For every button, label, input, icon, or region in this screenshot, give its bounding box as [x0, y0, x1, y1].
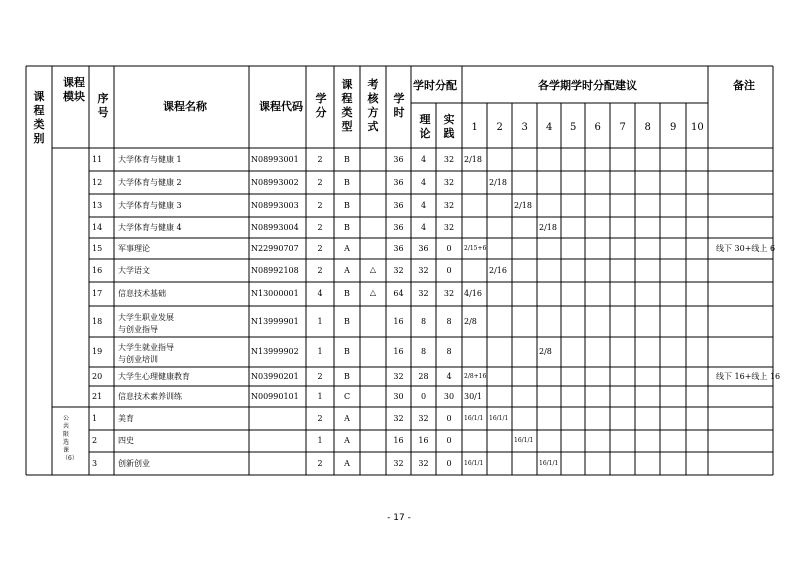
row-semester-2: 2/18	[489, 177, 507, 187]
row-course-code: N08992108	[251, 265, 299, 275]
row-course-name: 大学体育与健康 3	[118, 200, 182, 210]
row-assessment: △	[369, 288, 377, 297]
row-seq: 1	[92, 413, 98, 423]
row-seq: 17	[92, 289, 103, 298]
row-seq: 13	[92, 200, 103, 210]
row-practice: 0	[446, 265, 452, 275]
row-practice: 4	[446, 371, 452, 381]
row-type: A	[344, 413, 350, 423]
row-practice: 32	[443, 289, 455, 298]
header-course-code: 课程代码	[259, 100, 303, 113]
row-seq: 18	[92, 316, 103, 326]
row-practice: 32	[443, 177, 455, 187]
row-course-code: N13999902	[251, 347, 299, 356]
row-seq: 14	[92, 222, 103, 232]
row-semester-4: 2/18	[539, 222, 557, 232]
row-course-code: N13000001	[251, 289, 299, 298]
row-credit: 2	[317, 413, 323, 423]
header-practice: 实践	[443, 113, 455, 140]
header-semester-4: 4	[546, 122, 553, 133]
row-theory: 16	[418, 436, 429, 445]
row-semester-1: 16/1/1	[464, 459, 484, 467]
row-credit: 1	[317, 347, 323, 356]
row-course-name: 创新创业	[118, 458, 150, 468]
row-practice: 0	[446, 413, 452, 423]
row-course-name: 大学体育与健康 4	[118, 222, 182, 232]
row-remark: 线下 30+线上 6	[716, 243, 776, 253]
row-theory: 0	[420, 391, 427, 401]
row-type: B	[344, 347, 350, 356]
row-seq: 3	[92, 458, 98, 468]
row-course-name: 军事理论	[118, 243, 150, 253]
row-semester-1: 30/1	[464, 391, 482, 401]
row-type: B	[344, 154, 350, 164]
row-course-code: N08993003	[251, 200, 299, 210]
header-semester-10: 10	[691, 122, 704, 133]
row-hours: 32	[393, 265, 404, 275]
row-course-name: 美育	[118, 413, 134, 423]
row-theory: 4	[420, 177, 427, 187]
header-semester-1: 1	[471, 122, 478, 133]
row-type: B	[344, 289, 350, 298]
row-type: A	[344, 265, 350, 275]
row-semester-1: 4/16	[464, 289, 482, 298]
row-hours: 32	[393, 371, 404, 381]
row-seq: 11	[92, 154, 103, 164]
row-semester-2: 2/16	[489, 265, 507, 275]
row-theory: 4	[420, 200, 427, 210]
row-credit: 2	[317, 200, 323, 210]
row-credit: 2	[317, 265, 323, 275]
row-course-code: N00990101	[251, 391, 299, 401]
row-hours: 36	[393, 200, 404, 210]
header-semester-7: 7	[619, 122, 626, 133]
row-course-name: 大学体育与健康 1	[118, 154, 182, 164]
header-hours: 学时	[393, 92, 405, 119]
row-course-name: 信息技术基础	[118, 289, 166, 298]
row-credit: 2	[317, 177, 323, 187]
row-credit: 4	[317, 289, 323, 298]
header-hour-allocation: 学时分配	[413, 79, 457, 92]
row-type: B	[344, 316, 350, 326]
row-semester-3: 2/18	[514, 200, 532, 210]
row-assessment: △	[369, 264, 377, 274]
row-theory: 32	[418, 289, 429, 298]
row-hours: 16	[393, 347, 404, 356]
row-hours: 64	[393, 289, 404, 298]
row-course-name: 大学生心理健康教育	[118, 371, 190, 381]
header-seq: 序号	[97, 92, 109, 119]
row-type: A	[344, 436, 350, 445]
row-hours: 36	[393, 222, 404, 232]
header-course-name: 课程名称	[163, 100, 207, 113]
header-semester-allocation: 各学期学时分配建议	[538, 79, 637, 92]
row-course-name: 大学生职业发展 与创业指导	[118, 312, 174, 334]
row-type: B	[344, 222, 350, 232]
header-assessment: 考核方式	[367, 78, 379, 133]
row-semester-4: 2/8	[539, 347, 552, 356]
row-seq: 15	[92, 243, 103, 253]
row-practice: 32	[443, 222, 455, 232]
row-credit: 1	[317, 436, 323, 445]
row-seq: 19	[92, 347, 103, 356]
row-course-name: 大学生就业指导 与创业培训	[118, 343, 174, 364]
row-theory: 36	[418, 243, 429, 253]
row-seq: 21	[92, 391, 103, 401]
header-semester-2: 2	[496, 122, 503, 133]
row-type: A	[344, 458, 350, 468]
row-theory: 32	[418, 458, 429, 468]
row-semester-3: 16/1/1	[514, 437, 534, 444]
row-practice: 32	[443, 200, 455, 210]
row-remark: 线下 16+线上 16	[716, 371, 781, 381]
row-theory: 4	[420, 154, 427, 164]
row-hours: 16	[393, 316, 404, 326]
row-semester-1: 2/18	[464, 154, 482, 164]
row-type: C	[343, 391, 351, 401]
row-seq: 20	[92, 371, 103, 381]
row-type: A	[344, 243, 350, 253]
row-seq: 16	[92, 265, 103, 275]
header-semester-6: 6	[594, 122, 601, 133]
header-module: 课程模块	[63, 76, 85, 103]
row-credit: 2	[317, 222, 323, 232]
row-semester-4: 16/1/1	[539, 459, 559, 467]
row-course-name: 信息技术素养训练	[118, 391, 182, 401]
row-theory: 8	[420, 316, 427, 326]
page-number: - 17 -	[387, 513, 411, 523]
row-practice: 0	[446, 458, 452, 468]
row-course-code: N08993001	[251, 154, 299, 164]
row-type: B	[344, 371, 350, 381]
row-hours: 32	[393, 458, 404, 468]
row-hours: 36	[393, 154, 404, 164]
row-theory: 32	[418, 413, 429, 423]
row-type: B	[344, 200, 350, 210]
row-semester-1: 2/8+16	[464, 372, 487, 380]
header-semester-5: 5	[570, 122, 577, 133]
row-course-code: N08993002	[251, 177, 299, 187]
row-credit: 2	[317, 243, 323, 253]
header-course-type: 课程类型	[341, 78, 353, 133]
row-course-code: N22990707	[251, 243, 299, 253]
row-credit: 2	[317, 154, 323, 164]
row-practice: 0	[446, 243, 452, 253]
row-course-code: N13999901	[251, 316, 299, 326]
row-course-name: 大学语文	[118, 265, 150, 275]
row-credit: 2	[317, 371, 323, 381]
header-remark: 备注	[733, 79, 755, 92]
row-seq: 12	[92, 177, 103, 187]
row-theory: 8	[420, 347, 427, 356]
row-hours: 36	[393, 243, 404, 253]
row-semester-2: 16/1/1	[489, 414, 509, 422]
row-course-name: 四史	[118, 436, 134, 445]
header-semester-3: 3	[521, 122, 528, 133]
row-course-code: N08993004	[251, 222, 299, 232]
header-semester-8: 8	[644, 122, 651, 133]
row-semester-1: 2/8	[464, 316, 477, 326]
row-hours: 36	[393, 177, 404, 187]
header-category: 课程类别	[33, 90, 45, 145]
row-practice: 8	[446, 316, 452, 326]
row-practice: 0	[446, 436, 452, 445]
row-semester-1: 2/15+6	[464, 244, 487, 252]
row-theory: 28	[418, 371, 429, 381]
header-theory: 理论	[419, 113, 431, 140]
row-theory: 4	[420, 222, 427, 232]
row-semester-1: 16/1/1	[464, 414, 484, 422]
header-credit: 学分	[315, 92, 327, 119]
row-type: B	[344, 177, 350, 187]
row-practice: 30	[443, 391, 455, 401]
row-seq: 2	[92, 436, 98, 445]
row-hours: 30	[393, 391, 404, 401]
header-semester-9: 9	[670, 122, 677, 133]
row-hours: 16	[393, 436, 404, 445]
row-credit: 1	[317, 316, 323, 326]
row-credit: 1	[317, 391, 323, 401]
row-practice: 8	[446, 347, 452, 356]
row-credit: 2	[317, 458, 323, 468]
row-theory: 32	[418, 265, 429, 275]
row-hours: 32	[393, 413, 404, 423]
row-course-name: 大学体育与健康 2	[118, 177, 182, 187]
row-course-code: N03990201	[251, 371, 299, 381]
row-practice: 32	[443, 154, 455, 164]
group-label-public-elective: 公共限选课（6）	[62, 415, 78, 462]
